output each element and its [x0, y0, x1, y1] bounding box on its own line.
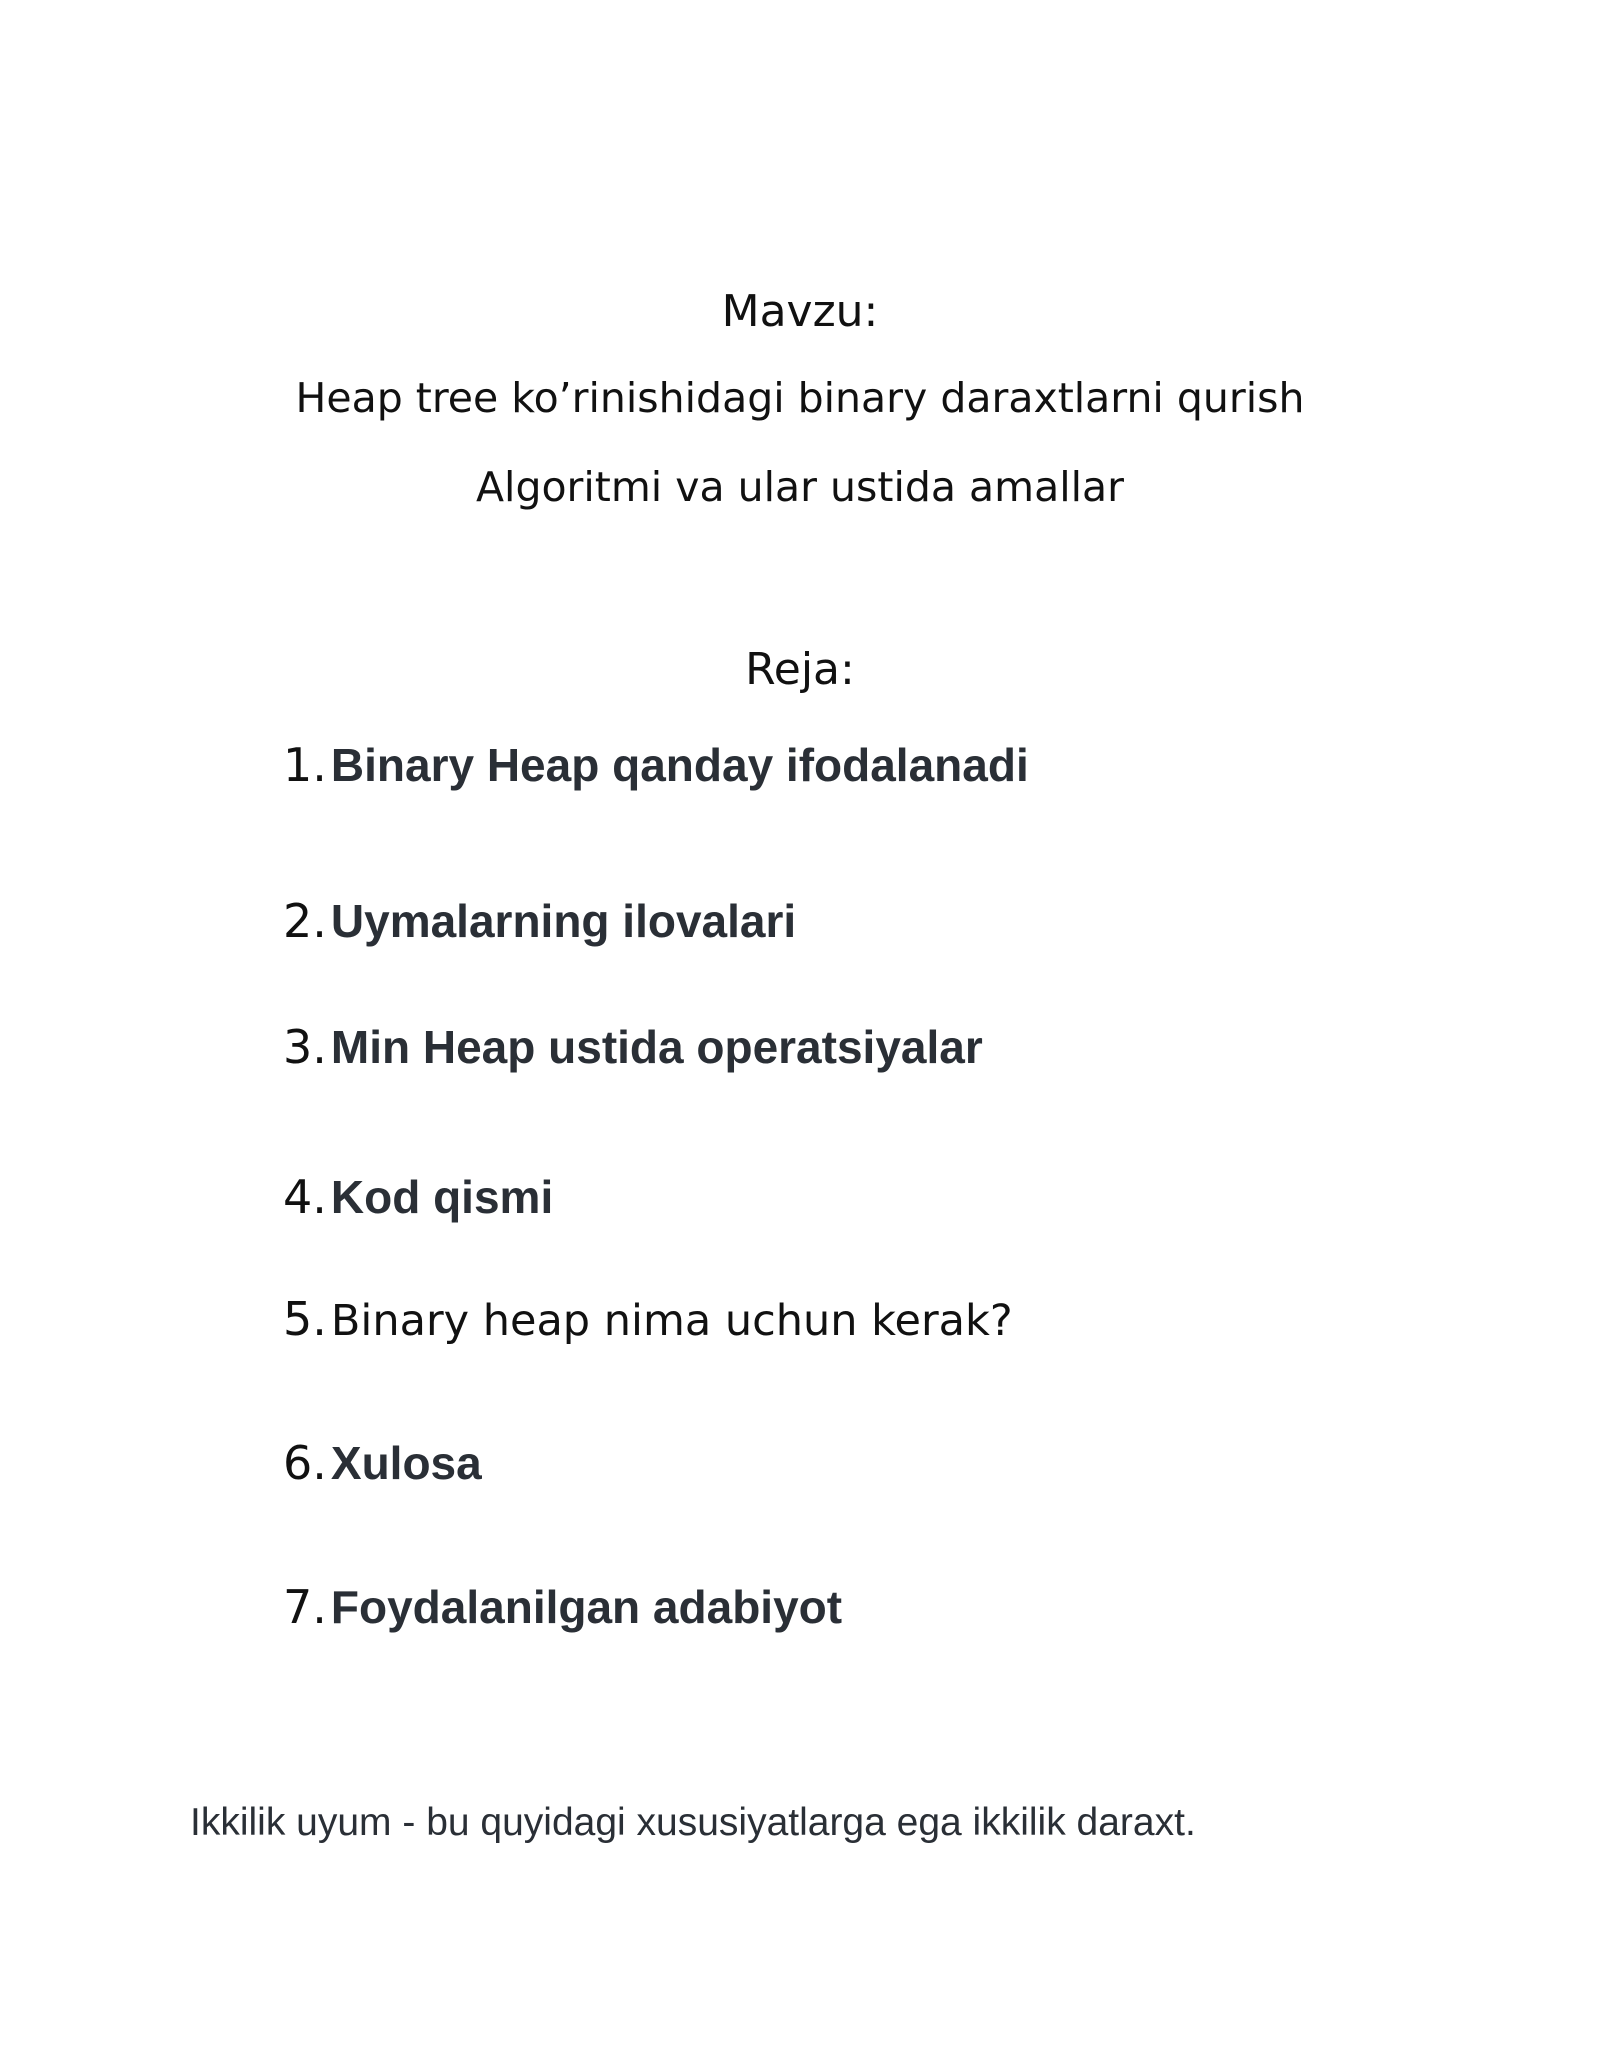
plan-item-number: 7.: [283, 1580, 327, 1634]
body-paragraph: Ikkilik uyum - bu quyidagi xususiyatlarga ega ikkilik daraxt.: [190, 1801, 1196, 1844]
topic-label: Mavzu:: [721, 286, 879, 337]
plan-item-text: Binary heap nima uchun kerak?: [330, 1296, 1013, 1346]
plan-item-number: 5.: [283, 1292, 327, 1346]
plan-item-number: 3.: [283, 1020, 327, 1074]
plan-item-text: Foydalanilgan adabiyot: [330, 1581, 843, 1633]
plan-item-text: Binary Heap qanday ifodalanadi: [330, 739, 1029, 791]
plan-item-1: [283, 738, 1029, 792]
plan-item-text: Uymalarning ilovalari: [330, 895, 797, 947]
plan-item-text: Xulosa: [330, 1437, 482, 1489]
plan-item-number: 4.: [283, 1170, 327, 1224]
plan-item-number: 6.: [283, 1436, 327, 1490]
plan-item-3: [283, 1020, 983, 1074]
topic-title-line-2: Algoritmi va ular ustida amallar: [476, 463, 1124, 511]
plan-item-number: 1.: [283, 738, 327, 792]
plan-label: Reja:: [745, 644, 855, 695]
plan-item-5: [283, 1292, 1013, 1346]
plan-item-7: [283, 1580, 843, 1634]
plan-item-text: Kod qismi: [330, 1171, 554, 1223]
plan-item-6: [283, 1436, 482, 1490]
topic-title-line-1: Heap tree ko’rinishidagi binary daraxtlarni qurish: [295, 374, 1305, 422]
plan-item-2: [283, 894, 797, 948]
plan-item-number: 2.: [283, 894, 327, 948]
plan-item-text: Min Heap ustida operatsiyalar: [330, 1021, 983, 1073]
plan-item-4: [283, 1170, 554, 1224]
